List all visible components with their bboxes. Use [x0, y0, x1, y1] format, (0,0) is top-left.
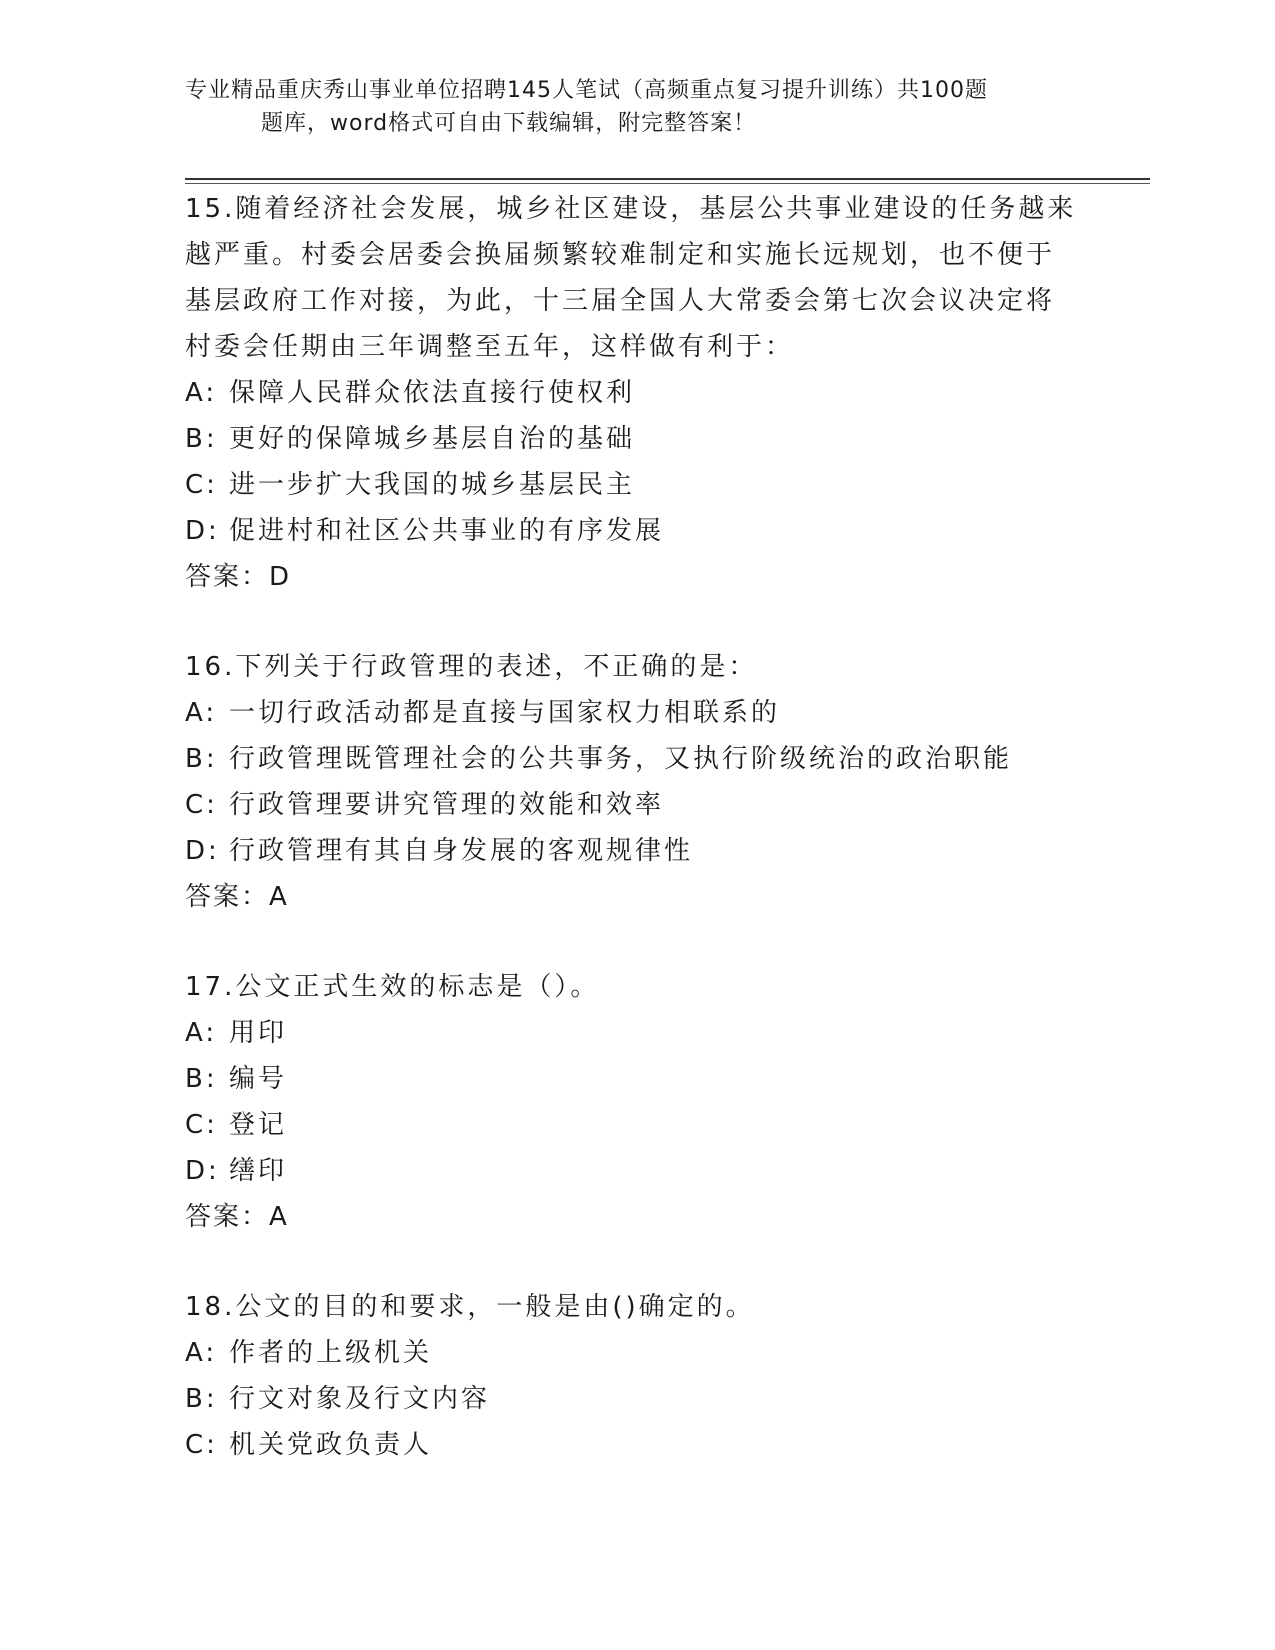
option-key: D:	[185, 516, 220, 546]
option-key: A:	[185, 1338, 218, 1368]
option-key: D:	[185, 1156, 220, 1186]
option-d	[185, 1148, 1085, 1194]
option-b	[185, 1056, 1085, 1102]
option-text: 编号	[229, 1064, 288, 1094]
option-text: 更好的保障城乡基层自治的基础	[229, 424, 636, 454]
option-key: C:	[185, 1430, 218, 1460]
option-c	[185, 782, 1085, 828]
question-text-line: 15.随着经济社会发展，城乡社区建设，基层公共事业建设的任务越来	[185, 194, 1077, 224]
header-title-line-1: 专业精品重庆秀山事业单位招聘145人笔试（高频重点复习提升训练）共100题	[185, 78, 988, 103]
option-text: 登记	[229, 1110, 288, 1140]
question-spacer	[185, 1240, 1085, 1284]
option-text: 行政管理既管理社会的公共事务，又执行阶级统治的政治职能	[229, 744, 1013, 774]
question-text-line: 17.公文正式生效的标志是（）。	[185, 972, 600, 1002]
option-text: 作者的上级机关	[229, 1338, 433, 1368]
option-key: C:	[185, 470, 218, 500]
option-a	[185, 690, 1085, 736]
option-key: B:	[185, 744, 218, 774]
option-a	[185, 370, 1085, 416]
option-key: C:	[185, 1110, 218, 1140]
option-text: 用印	[229, 1018, 288, 1048]
header-divider-thick	[185, 178, 1150, 180]
option-b	[185, 736, 1085, 782]
question-text-line: 基层政府工作对接，为此，十三届全国人大常委会第七次会议决定将	[185, 286, 1056, 316]
question-spacer	[185, 920, 1085, 964]
option-key: D:	[185, 836, 220, 866]
header-title-line-2: 题库，word格式可自由下载编辑，附完整答案！	[261, 111, 757, 136]
answer-line: 答案：A	[185, 1202, 289, 1232]
question-list	[185, 186, 1085, 1468]
option-c	[185, 1102, 1085, 1148]
question-spacer	[185, 600, 1085, 644]
question-text-line: 村委会任期由三年调整至五年，这样做有利于：	[185, 332, 795, 362]
option-text: 缮印	[229, 1156, 288, 1186]
option-b	[185, 1376, 1085, 1422]
option-c	[185, 1422, 1085, 1468]
option-text: 行文对象及行文内容	[229, 1384, 491, 1414]
option-key: A:	[185, 378, 218, 408]
answer-line: 答案：A	[185, 882, 289, 912]
answer-line: 答案：D	[185, 562, 292, 592]
header-divider-thin	[185, 183, 1150, 184]
question-text-line: 越严重。村委会居委会换届频繁较难制定和实施长远规划，也不便于	[185, 240, 1056, 270]
option-text: 一切行政活动都是直接与国家权力相联系的	[229, 698, 781, 728]
question-text-line: 16.下列关于行政管理的表述，不正确的是：	[185, 652, 758, 682]
question-block	[185, 1284, 1085, 1468]
option-key: A:	[185, 1018, 218, 1048]
option-d	[185, 508, 1085, 554]
option-a	[185, 1330, 1085, 1376]
option-b	[185, 416, 1085, 462]
question-text-line: 18.公文的目的和要求，一般是由()确定的。	[185, 1292, 755, 1322]
option-text: 促进村和社区公共事业的有序发展	[229, 516, 665, 546]
option-d	[185, 828, 1085, 874]
option-c	[185, 462, 1085, 508]
document-header	[185, 74, 1085, 140]
option-text: 机关党政负责人	[229, 1430, 433, 1460]
option-text: 行政管理有其自身发展的客观规律性	[229, 836, 694, 866]
option-text: 进一步扩大我国的城乡基层民主	[229, 470, 636, 500]
question-block	[185, 644, 1085, 920]
option-key: A:	[185, 698, 218, 728]
option-key: B:	[185, 1064, 218, 1094]
option-key: B:	[185, 424, 218, 454]
question-block	[185, 964, 1085, 1240]
option-text: 保障人民群众依法直接行使权利	[229, 378, 636, 408]
option-text: 行政管理要讲究管理的效能和效率	[229, 790, 665, 820]
option-key: B:	[185, 1384, 218, 1414]
option-a	[185, 1010, 1085, 1056]
question-block	[185, 186, 1085, 600]
option-key: C:	[185, 790, 218, 820]
